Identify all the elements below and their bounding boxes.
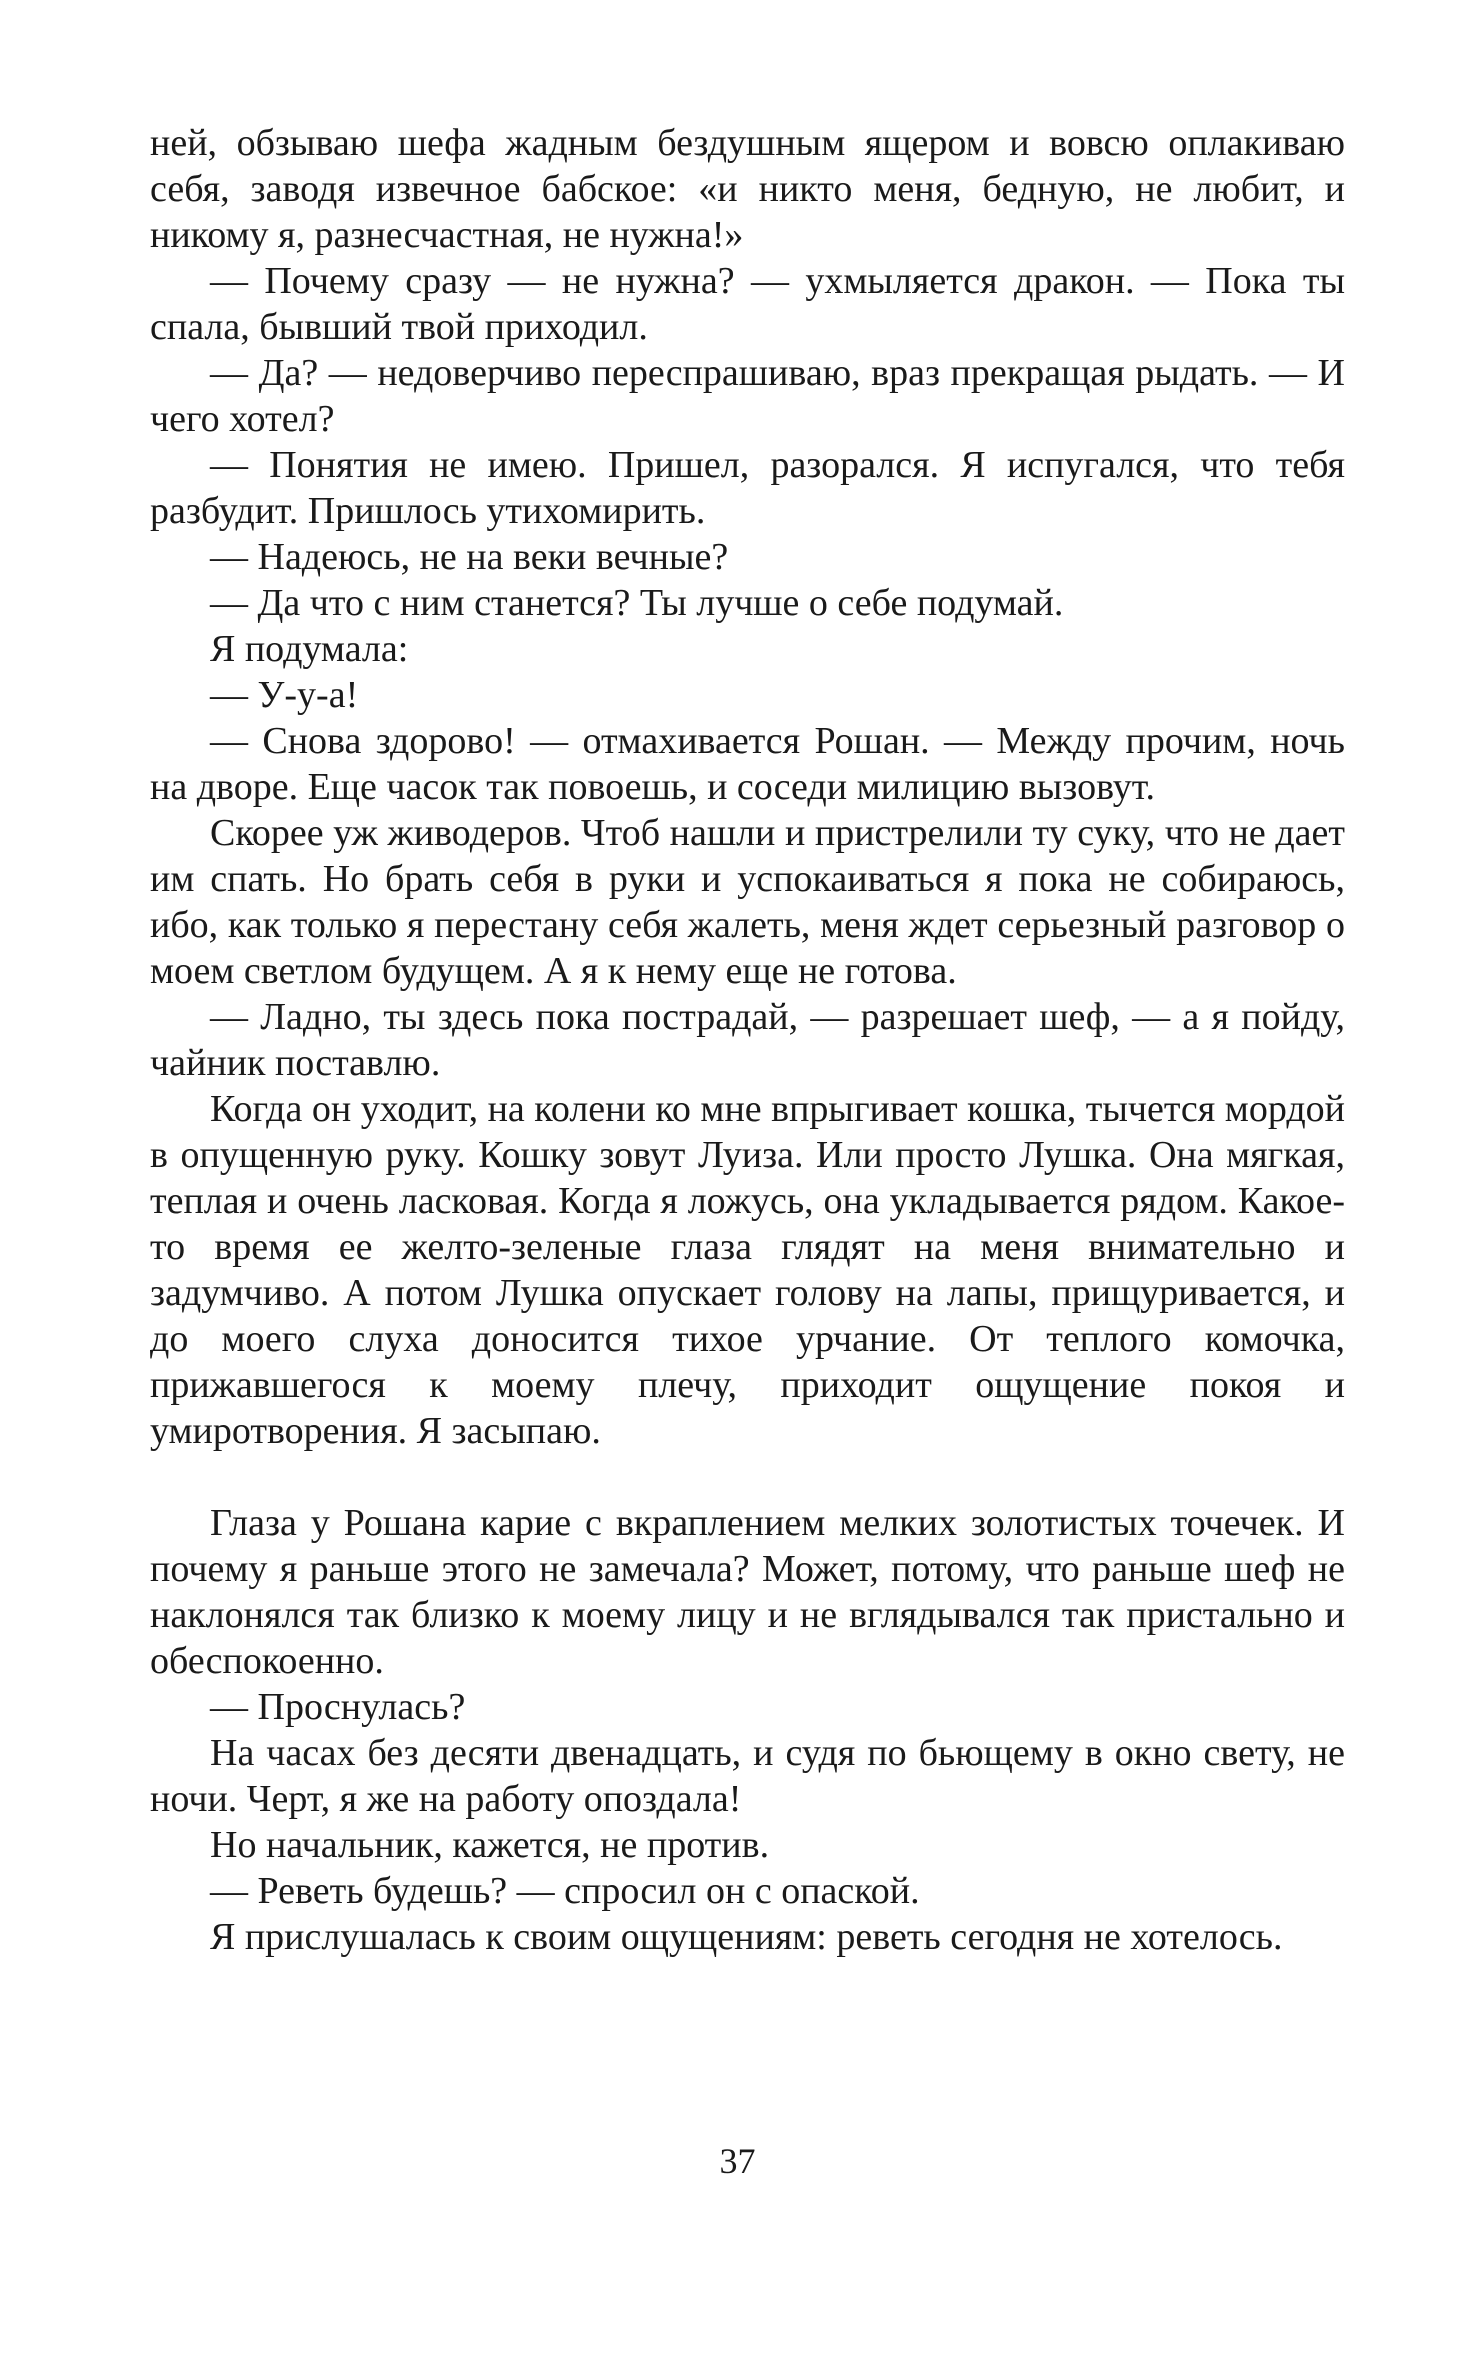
paragraph: На часах без десяти двенадцать, и судя по бьющему в окно свету, не ночи. Черт, я же на работу опоздала! [150, 1732, 1345, 1820]
paragraph: Я подумала: [210, 628, 409, 670]
page-number: 37 [719, 2141, 756, 2181]
paragraph: — Почему сразу — не нужна? — ухмыляется дракон. — Пока ты спала, бывший твой приходил. [150, 260, 1345, 348]
paragraph: ней, обзываю шефа жадным бездушным ящером и вовсю оплакиваю себя, заводя извечное бабское: «и никто меня, бедную, не любит, и никому я, разнесчастная, не нужна!» [150, 122, 1345, 256]
paragraph: — Да что с ним станется? Ты лучше о себе подумай. [210, 582, 1064, 624]
paragraph: — Проснулась? [210, 1686, 466, 1728]
paragraph: — Да? — недоверчиво переспрашиваю, враз прекращая рыдать. — И чего хотел? [150, 352, 1345, 440]
paragraph: — Ладно, ты здесь пока пострадай, — разрешает шеф, — а я пойду, чайник поставлю. [150, 996, 1345, 1084]
paragraph: Я прислушалась к своим ощущениям: реветь сегодня не хотелось. [210, 1916, 1283, 1958]
book-page [150, 120, 1345, 1960]
paragraph: Скорее уж живодеров. Чтоб нашли и пристрелили ту суку, что не дает им спать. Но брать себя в руки и успокаиваться я пока не собираюсь, ибо, как только я перестану себя жалеть, меня ждет серьезный разговор о моем светлом будущем. А я к нему еще не готова. [150, 812, 1345, 992]
paragraph: — Понятия не имею. Пришел, разорался. Я испугался, что тебя разбудит. Пришлось утихомирить. [150, 444, 1345, 532]
paragraph: — Реветь будешь? — спросил он с опаской. [210, 1870, 920, 1912]
paragraph: — Снова здорово! — отмахивается Рошан. — Между прочим, ночь на дворе. Еще часок так повоешь, и соседи милицию вызовут. [150, 720, 1345, 808]
section-break [150, 1454, 1345, 1500]
paragraph: Когда он уходит, на колени ко мне впрыгивает кошка, тычется мордой в опущенную руку. Кошку зовут Луиза. Или просто Лушка. Она мягкая, теплая и очень ласковая. Когда я ложусь, она укладывается рядом. Какое-то время ее желто-зеленые глаза глядят на меня внимательно и задумчиво. А потом Лушка опускает голову на лапы, прищуривается, и до моего слуха доносится тихое урчание. От теплого комочка, прижавшегося к моему плечу, приходит ощущение покоя и умиротворения. Я засыпаю. [150, 1088, 1345, 1452]
paragraph: Глаза у Рошана карие с вкраплением мелких золотистых точечек. И почему я раньше этого не замечала? Может, потому, что раньше шеф не наклонялся так близко к моему лицу и не вглядывался так пристально и обеспокоенно. [150, 1502, 1345, 1682]
paragraph: — У-у-а! [210, 674, 359, 716]
paragraph: — Надеюсь, не на веки вечные? [210, 536, 729, 578]
paragraph: Но начальник, кажется, не против. [210, 1824, 770, 1866]
